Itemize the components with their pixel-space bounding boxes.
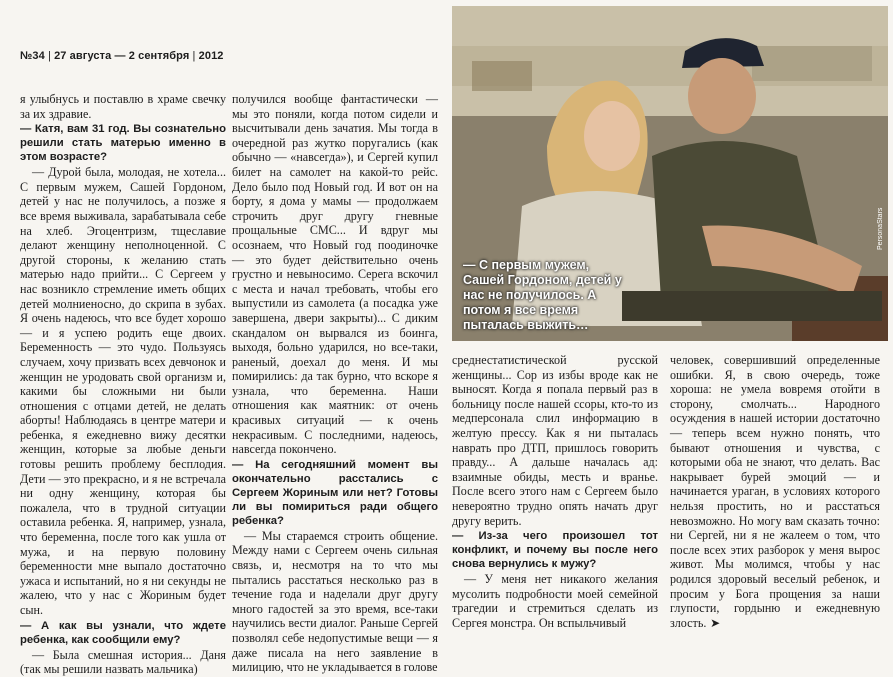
article-paragraph: я улыбнусь и поставлю в храме свечку за их здравие. — [20, 92, 226, 121]
issue-header — [20, 50, 450, 62]
photo-caption: — С первым мужем, Сашей Гордоном, детей у нас не получилось. А потом я все время пыталась выжить… — [463, 258, 622, 332]
article-paragraph: среднестатистической русской женщины... Сор из избы вроде как не выносят. Когда я попала первый раз в больницу после нашей ссоры, кто-то из медперсонала слил информацию в желтую прессу. Как я ни пыталась наврать про ДТП, пришлось говорить правду... А дальше началась ад: взаимные обиды, месть и вранье. После всего этого нам с Сергеем было невероятно трудно опять начать друг другу верить. — [452, 353, 658, 528]
header-separator-2: | — [192, 50, 196, 62]
interview-question: — А как вы узнали, что ждете ребенка, как сообщили ему? — [20, 619, 226, 646]
article-column-3 — [452, 353, 658, 630]
article-paragraph: — Была смешная история... Даня (так мы решили назвать мальчика) — [20, 647, 226, 677]
interview-question: — Из-за чего произошел тот конфликт, и почему вы после него снова вернулись к мужу? — [452, 530, 658, 571]
article-column-2 — [232, 92, 438, 675]
interview-question: — На сегодняшний момент вы окончательно расстались с Сергеем Жориным или нет? Готовы ли вы помириться ради общего ребенка? — [232, 458, 438, 527]
article-column-1 — [20, 92, 226, 677]
article-paragraph: получился вообще фантастически — мы это поняли, когда потом сидели и высчитывали день зачатия. Мы тогда в очередной раз жутко поругались (как обычно — «навсегда»), и Сергей купил билет на самолет на какой-то рейс. Дело было под Новый год. И вот он на борту, я дома у мамы — продолжаем строчить друг другу гневные прощальные СМС... И вдруг мы осознаем, что Новый год поодиночке — это будет действительно очень грустно и невыносимо. Серега вскочил с места и начал требовать, чтобы его выпустили из самолета (а посадка уже завершена, двери закрыты)... С диким скандалом он вырвался из боинга, выходя, больно ударился, но все-таки, раненый, доехал до меня. И мы помирились: да так бурно, что вскоре я узнала, что беременна. Наши отношения как маятник: от очень красивых ситуаций — к очень некрасивым. С последними, надеюсь, навсегда покончено. — [232, 92, 438, 457]
interview-question: — Катя, вам 31 год. Вы сознательно решили стать матерью именно в этом возрасте? — [20, 123, 226, 164]
issue-dates: 27 августа — 2 сентября — [54, 50, 190, 62]
article-column-4 — [670, 353, 880, 630]
article-paragraph: человек, совершивший определенные ошибки. Я, в свою очередь, тоже хороша: не умела вовремя отойти в сторону, смолчать... Народного осуждения в нашей истории достаточно — теперь всем нужно понять, что бывают отношения и чувства, с которыми оба не знают, что делать. Вас накрывает бурей эмоций — и начинается ураган, в условиях которого нельзя простить, но и расстаться невозможно. Но могу вам сказать точно: ни Сергей, ни я не жалеем о том, что после всех этих разборок у меня вырос живот. Мы молимся, чтобы у нас родился здоровый веселый ребенок, и просим у Бога прощения за наши глупости, гордыню и ежедневную злость. ➤ — [670, 353, 880, 630]
header-separator: | — [47, 50, 51, 62]
issue-number: №34 — [20, 50, 45, 62]
end-of-page-arrow-icon: ➤ — [706, 615, 721, 630]
article-paragraph: — У меня нет никакого желания мусолить подробности моей семейной трагедии и стремиться сделать из Сергея монстра. Он вспыльчивый — [452, 572, 658, 630]
article-paragraph: — Мы стараемся строить общение. Между нами с Сергеем очень сильная связь, и, несмотря на то что мы пытались расстаться несколько раз в течение года и наделали друг другу много гадостей за это время, все-таки научились вести диалог. Раньше Сергей позволял себе недопустимые вещи — я даже писала на него заявление в милицию, что не укладывается в голове — [232, 528, 438, 675]
issue-year: 2012 — [198, 50, 224, 62]
article-paragraph: — Дурой была, молодая, не хотела... С первым мужем, Сашей Гордоном, детей у нас не получилось, а позже я все время выживала, зарабатывала себе на хлеб. Эгоцентризм, тщеславие делают женщину неполноценной. С другой стороны, к желанию стать матерью надо прийти... С Сергеем у нас возникло стремление иметь общих детей молниеносно, до скрипа в зубах. Я очень надеюсь, что все будет хорошо — и я успею родить еще двоих. Беременность — это чудо. Пользуясь случаем, хочу призвать всех девчонок и женщин не уродовать свой организм и, какими бы сложными ни были отношения с отцами детей, не делать аборты! Наблюдаясь в центре матери и ребенка, я ежедневно вижу десятки женщин, которые за любые деньги готовы решить проблему бесплодия. Дети — это прекрасно, и я не встречала ни одну женщину, которая бы пожалела, что в трудной ситуации оставила ребенка. Я, например, узнала, что беременна, после того как ушла от мужа, и на первую половину беременности мне выпало достаточно ужаса и испытаний, но я ни секунды не жалею, что у нас с Жориным будет сын. — [20, 165, 226, 617]
photo-credit: PersonaStars — [877, 207, 884, 250]
